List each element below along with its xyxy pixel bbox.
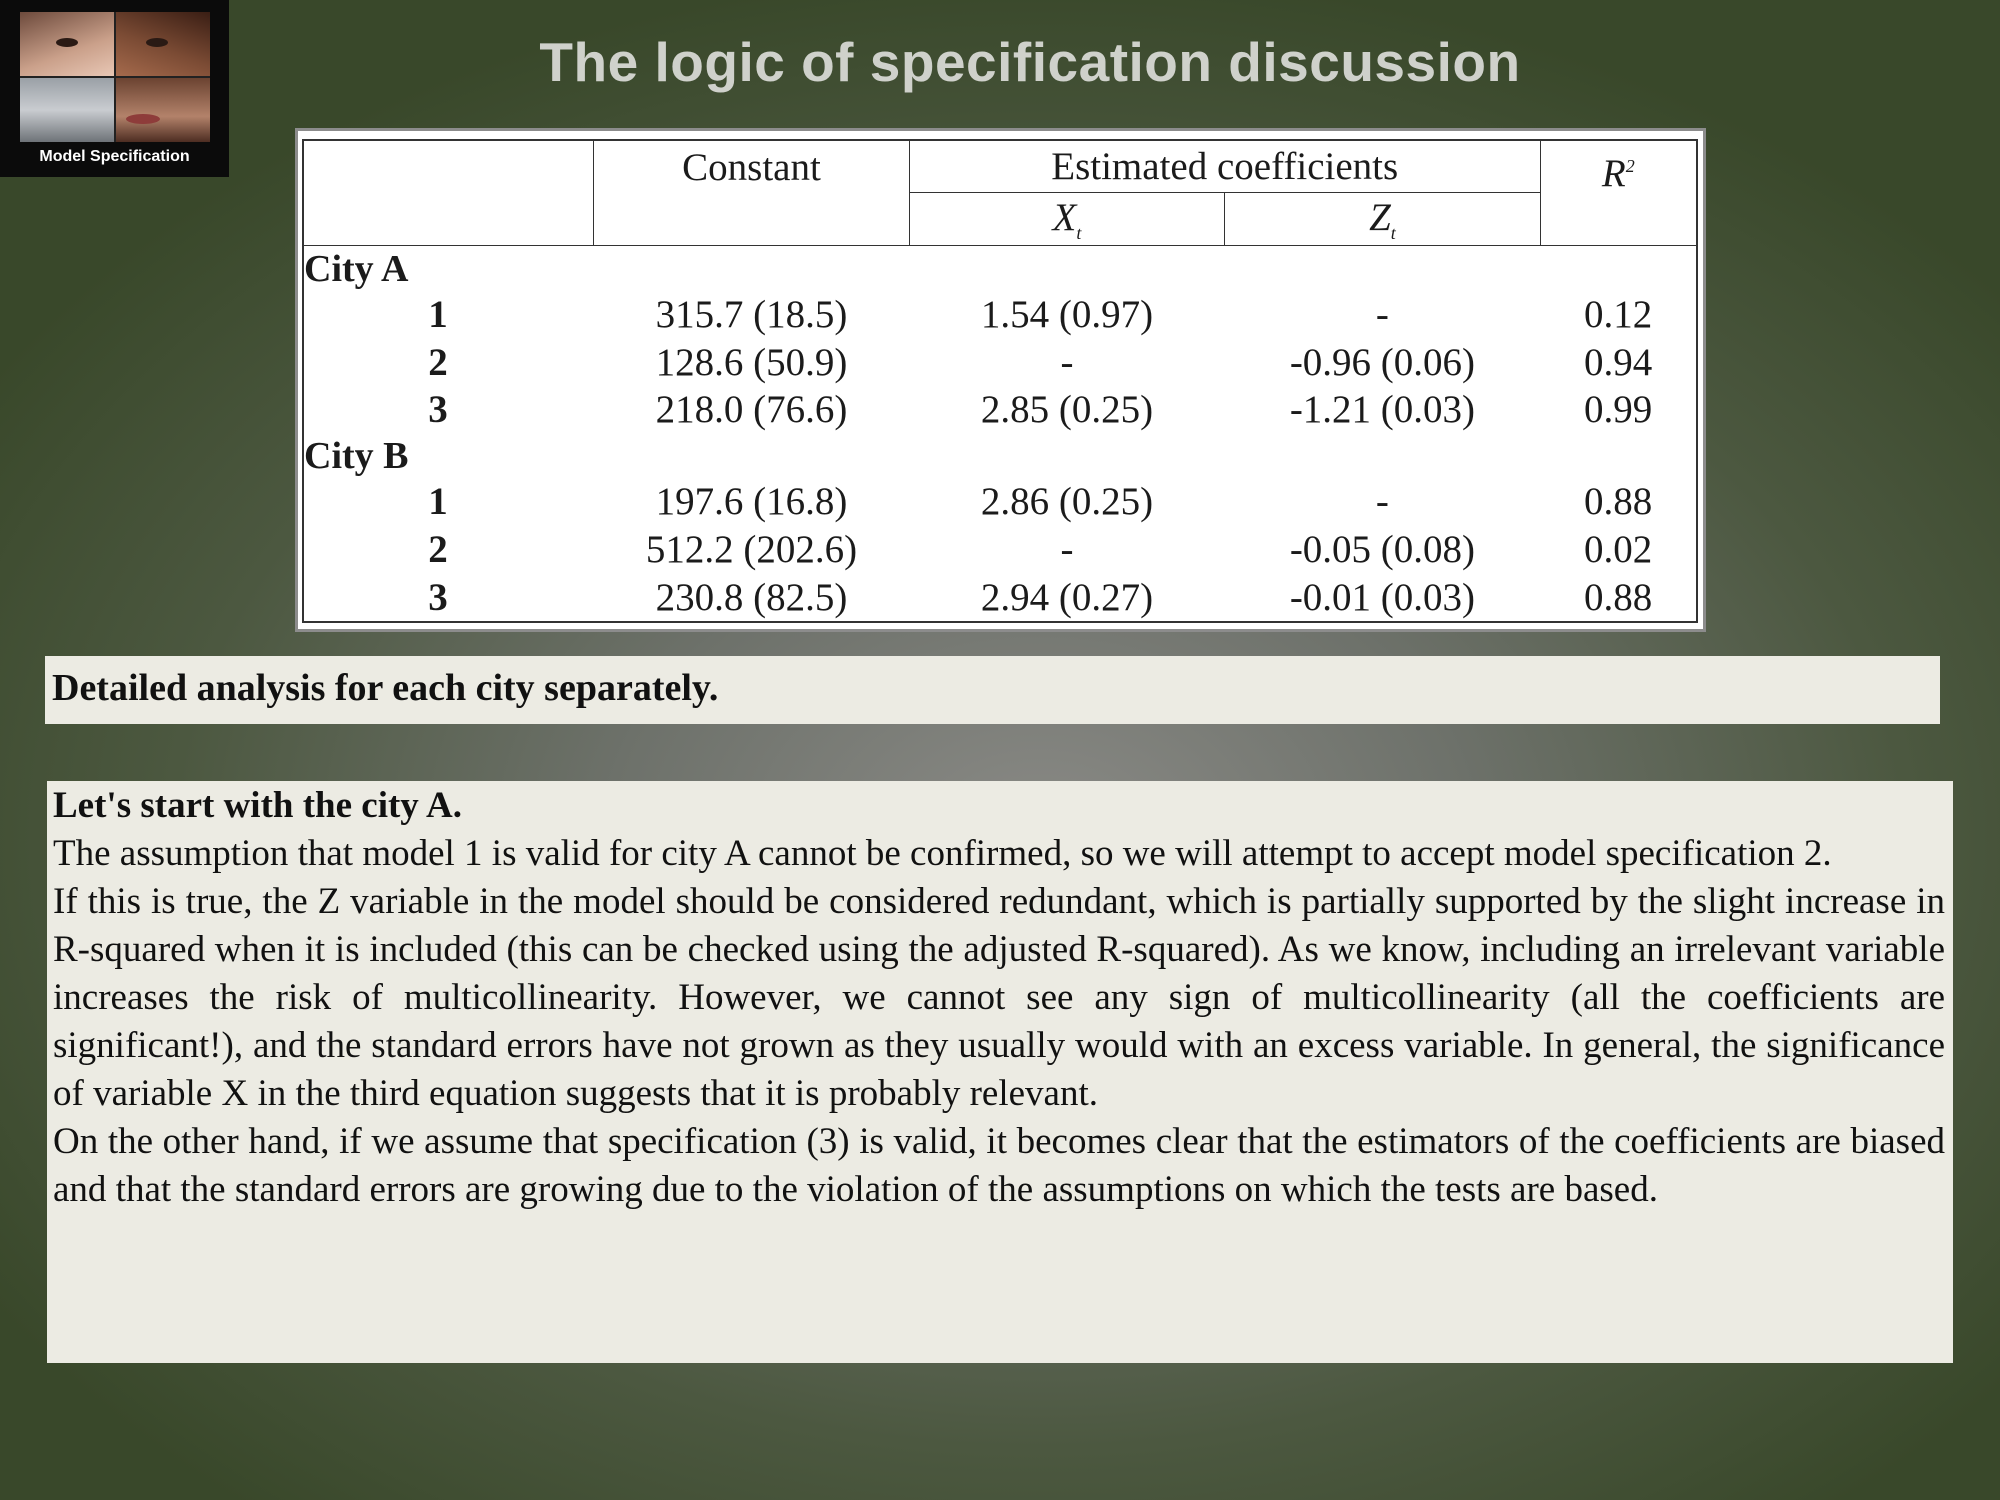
slide-title: The logic of specification discussion: [539, 31, 1521, 93]
z-coef-cell: -: [1375, 293, 1389, 337]
table-row: [303, 386, 1697, 434]
table-row: [303, 573, 1697, 622]
r2-cell: 0.94: [1583, 340, 1653, 384]
header-constant: Constant: [594, 140, 910, 246]
r2-cell: 0.88: [1583, 480, 1653, 524]
z-coef-cell: -0.96 (0.06): [1289, 340, 1476, 384]
x-coef-cell: 2.86 (0.25): [980, 480, 1154, 524]
x-coef-cell: 2.94 (0.27): [980, 575, 1154, 619]
header-z: $Z_t$: [1225, 192, 1540, 246]
constant-cell: 315.7 (18.5): [655, 293, 848, 337]
r2-cell: 0.99: [1583, 388, 1653, 432]
model-number: 1: [428, 480, 448, 524]
header-estimated-coefficients: Estimated coefficients: [909, 140, 1540, 192]
table-row: [303, 338, 1697, 386]
x-coef-cell: -: [1060, 340, 1074, 384]
analysis-box: [47, 781, 1953, 1363]
model-number: 2: [428, 340, 448, 384]
r2-cell: 0.88: [1583, 575, 1653, 619]
table-row: [303, 526, 1697, 574]
portrait-collage-image: [20, 12, 210, 142]
analysis-paragraph-2: If this is true, the Z variable in the model should be considered redundant, which is partially supported by the slight increase in R-squared when it is included (this can be checked using the adjusted R-squared). As we know, including an irrelevant variable increases the risk of multicollinearity. However, we cannot see any sign of multicollinearity (all the coefficients are significant!), and the standard errors have not grown as they usually would with an excess variable. In general, the significance of variable X in the third equation suggests that it is probably relevant.: [53, 881, 1945, 1114]
analysis-paragraph-3: On the other hand, if we assume that specification (3) is valid, it becomes clear that the estimators of the coefficients are biased and that the standard errors are growing due to the violation of the assumptions on which the tests are based.: [53, 1121, 1945, 1210]
course-logo: [0, 0, 229, 177]
z-coef-cell: -0.01 (0.03): [1289, 575, 1476, 619]
analysis-lead: Let's start with the city A.: [53, 785, 462, 826]
analysis-paragraph-1: The assumption that model 1 is valid for city A cannot be confirmed, so we will attempt to accept model specification 2.: [53, 833, 1832, 874]
x-coef-cell: 1.54 (0.97): [980, 293, 1154, 337]
model-number: 1: [428, 293, 448, 337]
city-b-label: City B: [304, 434, 409, 477]
x-coef-cell: 2.85 (0.25): [980, 388, 1154, 432]
model-number: 3: [428, 575, 448, 619]
model-number: 2: [428, 527, 448, 571]
note-box: Detailed analysis for each city separately.: [45, 656, 1940, 724]
table-header-row: [303, 140, 1697, 192]
header-x: $X_t$: [909, 192, 1224, 246]
constant-cell: 218.0 (76.6): [655, 388, 848, 432]
header-blank-cell: [303, 140, 594, 246]
table-row: [303, 478, 1697, 526]
z-coef-cell: -: [1375, 480, 1389, 524]
city-a-label: City A: [304, 247, 409, 290]
model-number: 3: [428, 388, 448, 432]
logo-caption: Model Specification: [39, 148, 190, 165]
city-b-row: [303, 434, 1697, 479]
r2-cell: 0.12: [1583, 293, 1653, 337]
table-row: [303, 291, 1697, 339]
constant-cell: 128.6 (50.9): [655, 340, 848, 384]
regression-table: [302, 139, 1698, 623]
city-a-row: [303, 246, 1697, 291]
z-coef-cell: -1.21 (0.03): [1289, 388, 1476, 432]
regression-table-frame: [295, 128, 1706, 632]
z-coef-cell: -0.05 (0.08): [1289, 527, 1476, 571]
constant-cell: 512.2 (202.6): [645, 527, 858, 571]
header-r-squared: $R^2$: [1540, 140, 1697, 246]
r2-cell: 0.02: [1583, 527, 1653, 571]
constant-cell: 230.8 (82.5): [655, 575, 848, 619]
constant-cell: 197.6 (16.8): [655, 480, 848, 524]
x-coef-cell: -: [1060, 527, 1074, 571]
